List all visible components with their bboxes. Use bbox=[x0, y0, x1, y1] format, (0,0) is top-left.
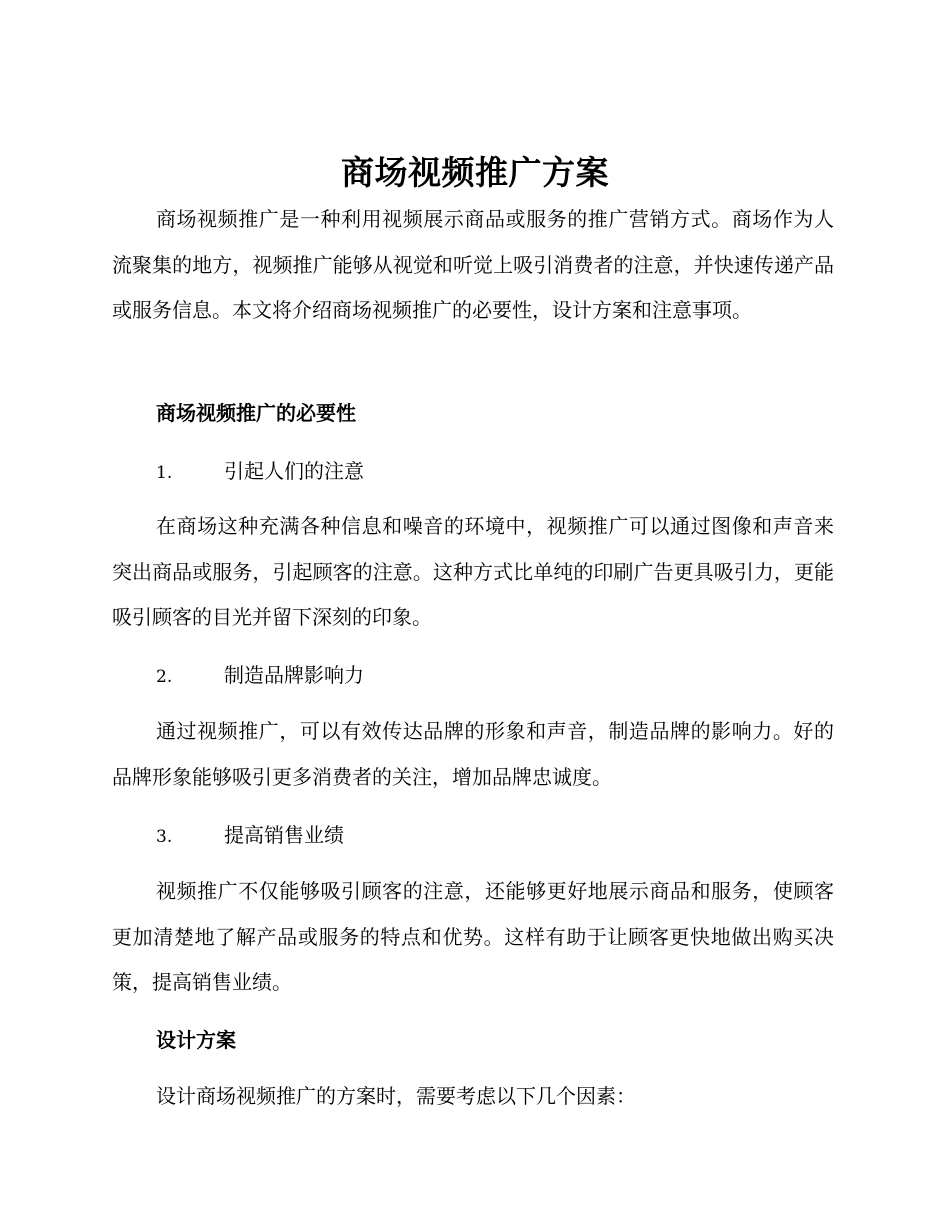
item-3-paragraph: 视频推广不仅能够吸引顾客的注意，还能够更好地展示商品和服务，使顾客更加清楚地了解产品或服务的特点和优势。这样有助于让顾客更快地做出购买决策，提高销售业绩。 bbox=[112, 879, 834, 994]
list-item-3 bbox=[156, 820, 344, 852]
list-item-label: 制造品牌影响力 bbox=[224, 663, 364, 687]
intro-paragraph: 商场视频推广是一种利用视频展示商品或服务的推广营销方式。商场作为人流聚集的地方，视频推广能够从视觉和听觉上吸引消费者的注意，并快速传递产品或服务信息。本文将介绍商场视频推广的必要性，设计方案和注意事项。 bbox=[112, 207, 834, 322]
item-1-paragraph: 在商场这种充满各种信息和噪音的环境中，视频推广可以通过图像和声音来突出商品或服务，引起顾客的注意。这种方式比单纯的印刷广告更具吸引力，更能吸引顾客的目光并留下深刻的印象。 bbox=[112, 514, 834, 629]
list-item-1 bbox=[156, 456, 364, 488]
list-item-label: 引起人们的注意 bbox=[224, 459, 364, 483]
list-item-2 bbox=[156, 660, 364, 692]
section-heading-necessity: 商场视频推广的必要性 bbox=[156, 401, 356, 425]
design-paragraph: 设计商场视频推广的方案时，需要考虑以下几个因素： bbox=[156, 1084, 636, 1108]
page-title: 商场视频推广方案 bbox=[341, 153, 609, 192]
list-number: 3. bbox=[156, 827, 173, 847]
list-item-label: 提高销售业绩 bbox=[224, 823, 344, 847]
list-number: 1. bbox=[156, 463, 173, 483]
item-2-paragraph: 通过视频推广，可以有效传达品牌的形象和声音，制造品牌的影响力。好的品牌形象能够吸引更多消费者的关注，增加品牌忠诚度。 bbox=[112, 719, 834, 789]
list-number: 2. bbox=[156, 667, 173, 687]
section-heading-design: 设计方案 bbox=[156, 1028, 236, 1052]
